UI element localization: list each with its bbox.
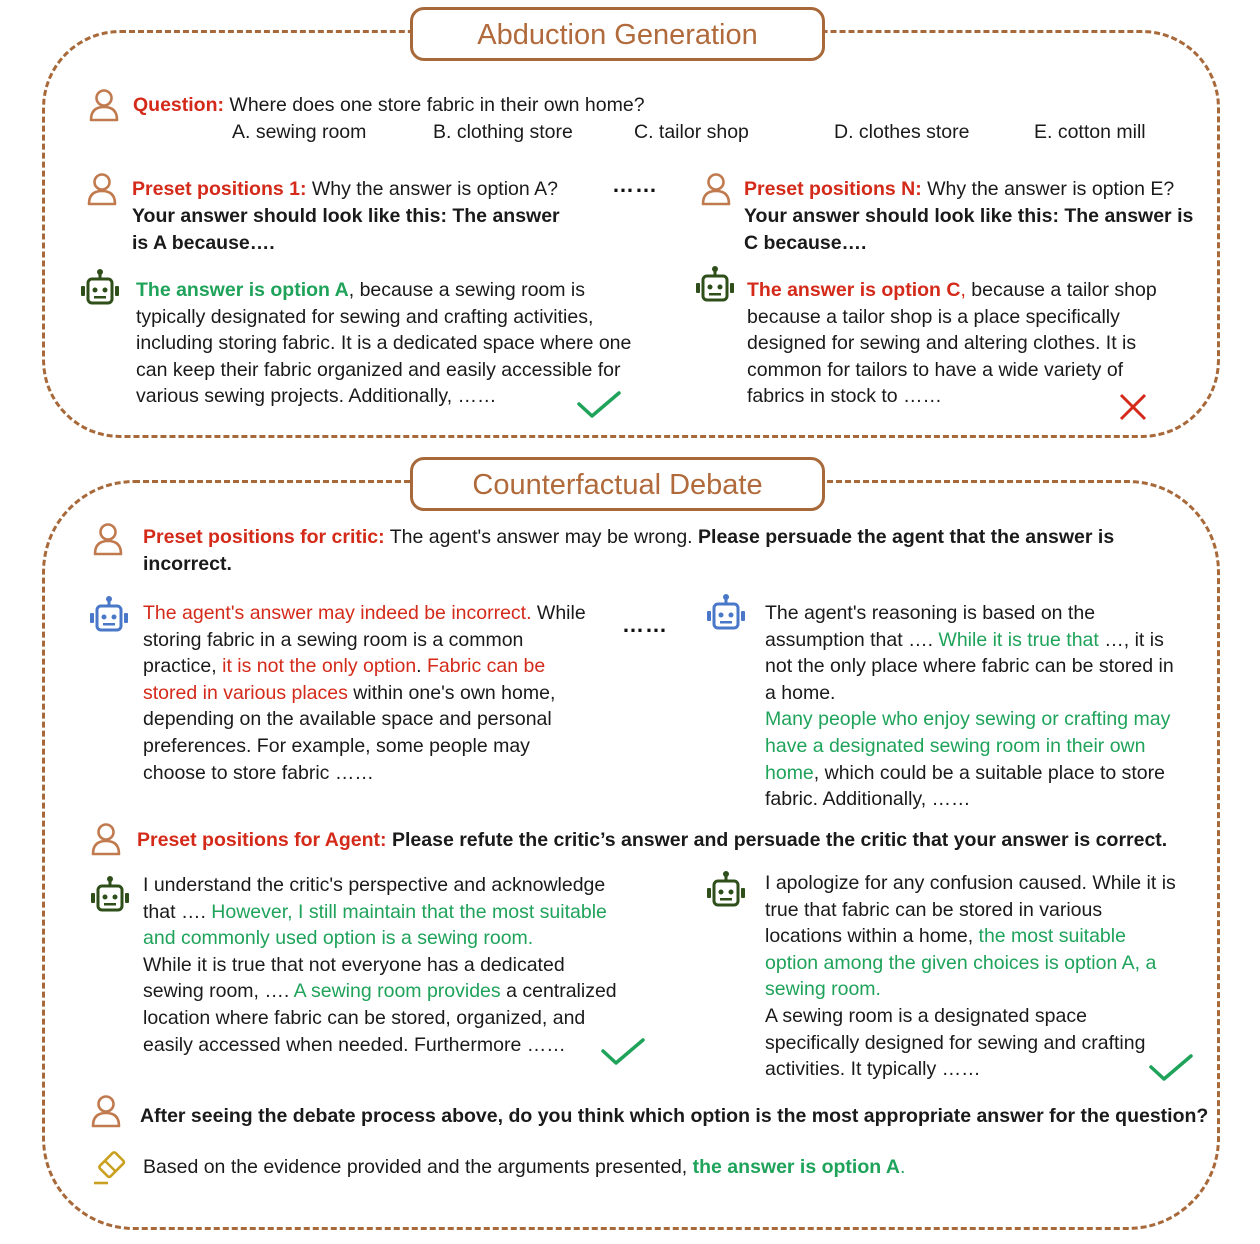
answerN-block xyxy=(747,277,1157,410)
presetN-bold-1: Your answer should look like this: The answer is xyxy=(744,205,1194,227)
critic-right-l2g: While it is true that xyxy=(938,628,1099,651)
critic-left-l2: storing fabric in a sewing room is a common xyxy=(143,628,524,651)
question-label: Question: xyxy=(133,94,224,116)
person-icon xyxy=(86,172,118,206)
critic-right-block xyxy=(765,600,1174,813)
presetN-line xyxy=(744,176,1174,203)
agent-left-l7: easily accessed when needed. Furthermore …… xyxy=(143,1033,566,1056)
preset1-line xyxy=(132,176,558,203)
answer1-l2: typically designated for sewing and crafting activities, xyxy=(136,305,594,328)
robot-icon xyxy=(80,268,120,308)
answerN-l3: designed for sewing and altering clothes. It is xyxy=(747,332,1137,355)
agent-left-l5b: a centralized xyxy=(500,980,617,1003)
answer1-l4: can keep their fabric organized and easily accessible for xyxy=(136,358,621,381)
presetN-text: Why the answer is option E? xyxy=(921,178,1175,200)
critic-left-l7: choose to store fabric …… xyxy=(143,761,374,784)
agent-left-g3: and commonly used option is a sewing room. xyxy=(143,927,534,950)
critic-right-l2b: …, it is xyxy=(1098,628,1164,651)
critic-preset-label: Preset positions for critic: xyxy=(143,526,385,548)
answerN-comma: , xyxy=(960,279,966,301)
final-answer-highlight: the answer is option A xyxy=(692,1156,900,1178)
critic-left-l5: depending on the available space and personal xyxy=(143,708,552,731)
answer1-l3: including storing fabric. It is a dedicated space where one xyxy=(136,332,632,355)
answer1-highlight: The answer is option A xyxy=(136,279,349,301)
judge-icon xyxy=(92,1148,130,1186)
robot-icon xyxy=(89,595,129,635)
answerN-l2: because a tailor shop is a place specifically xyxy=(747,305,1120,328)
separator-dots: …… xyxy=(622,612,668,637)
option-a: A. sewing room xyxy=(232,121,367,143)
critic-right-g7: home xyxy=(765,761,814,784)
critic-left-r1: The agent's answer may indeed be incorrect. xyxy=(143,602,532,624)
critic-left-l3r: it is not the only option xyxy=(222,655,417,678)
agent-left-l4: While it is true that not everyone has a dedicated xyxy=(143,953,565,976)
agent-right-l3g: the most suitable xyxy=(978,925,1126,948)
agent-preset-bold: Please refute the critic’s answer and persuade the critic that your answer is correct. xyxy=(386,829,1168,851)
agent-left-l6: location where fabric can be stored, organized, and xyxy=(143,1006,586,1029)
debate-title: Counterfactual Debate xyxy=(410,457,825,511)
agent-right-l7: specifically designed for sewing and crafting xyxy=(765,1031,1146,1054)
answerN-l4: common for tailors to have a wide variety of xyxy=(747,358,1124,381)
person-icon xyxy=(90,822,122,856)
option-d: D. clothes store xyxy=(834,121,970,143)
critic-left-l3a: practice, xyxy=(143,655,223,678)
critic-right-l1: The agent's reasoning is based on the xyxy=(765,602,1096,624)
agent-left-l5a: sewing room, …. xyxy=(143,980,294,1003)
agent-left-block xyxy=(143,872,617,1058)
agent-right-l2: true that fabric can be stored in various xyxy=(765,898,1103,921)
option-c: C. tailor shop xyxy=(634,121,749,143)
agent-preset-label: Preset positions for Agent: xyxy=(137,829,387,851)
question-text: Where does one store fabric in their own home? xyxy=(224,94,645,116)
answer1-block xyxy=(136,277,631,410)
question-line xyxy=(133,92,645,119)
agent-right-l3a: locations within a home, xyxy=(765,925,979,948)
critic-left-t1: While xyxy=(531,602,586,624)
agent-left-l2g: However, I still maintain that the most suitable xyxy=(211,900,607,923)
final-answer-text: Based on the evidence provided and the arguments presented, xyxy=(143,1156,693,1178)
preset1-label: Preset positions 1: xyxy=(132,178,307,200)
agent-right-l8: activities. It typically …… xyxy=(765,1058,981,1081)
answerN-highlight: The answer is option C xyxy=(747,279,961,301)
answerN-l1: because a tailor shop xyxy=(965,279,1157,301)
final-question: After seeing the debate process above, do you think which option is the most appropriate answer for the question? xyxy=(140,1105,1209,1127)
critic-right-l8: fabric. Additionally, …… xyxy=(765,788,971,811)
robot-icon xyxy=(695,265,735,305)
agent-left-l5g: A sewing room provides xyxy=(293,980,501,1003)
critic-left-l4: within one's own home, xyxy=(347,681,556,704)
final-answer xyxy=(143,1154,905,1181)
separator-dots: …… xyxy=(612,172,658,197)
preset1-text: Why the answer is option A? xyxy=(306,178,558,200)
person-icon xyxy=(92,522,124,556)
preset1-bold-2: is A because…. xyxy=(132,232,275,254)
person-icon xyxy=(88,88,120,122)
presetN-bold-2: C because…. xyxy=(744,232,867,254)
critic-left-l3b: . xyxy=(416,655,428,678)
robot-icon xyxy=(90,875,130,915)
critic-right-l3: not the only place where fabric can be stored in xyxy=(765,655,1174,678)
option-b: B. clothing store xyxy=(433,121,573,143)
answer1-l1: , because a sewing room is xyxy=(348,279,586,301)
person-icon xyxy=(700,172,732,206)
agent-right-g4: option among the given choices is option A, a xyxy=(765,951,1157,974)
critic-left-l6: preferences. For example, some people may xyxy=(143,734,530,757)
agent-left-l2a: that …. xyxy=(143,900,212,923)
critic-left-l3r2: Fabric can be xyxy=(427,655,546,678)
critic-left-l4r: stored in various places xyxy=(143,681,348,704)
answerN-l5: fabrics in stock to …… xyxy=(747,385,943,408)
option-e: E. cotton mill xyxy=(1034,121,1146,143)
presetN-label: Preset positions N: xyxy=(744,178,922,200)
person-icon xyxy=(90,1094,122,1128)
critic-right-l7: , which could be a suitable place to store xyxy=(813,761,1165,784)
preset1-bold-1: Your answer should look like this: The answer xyxy=(132,205,560,227)
critic-preset-text: The agent's answer may be wrong. xyxy=(384,526,699,548)
agent-right-l1: I apologize for any confusion caused. While it is xyxy=(765,872,1176,894)
critic-right-g6: have a designated sewing room in their own xyxy=(765,734,1146,757)
robot-icon xyxy=(706,870,746,910)
critic-preset-bold: Please persuade the agent that the answer is xyxy=(698,526,1115,548)
critic-left-block xyxy=(143,600,586,786)
agent-right-l6: A sewing room is a designated space xyxy=(765,1004,1087,1027)
critic-preset xyxy=(143,524,1114,577)
critic-preset-bold-2: incorrect. xyxy=(143,552,232,575)
abduction-title: Abduction Generation xyxy=(410,7,825,61)
agent-preset xyxy=(137,827,1167,854)
final-answer-period: . xyxy=(899,1156,906,1178)
robot-icon xyxy=(706,593,746,633)
critic-right-l4: a home. xyxy=(765,681,836,704)
agent-left-l1: I understand the critic's perspective and acknowledge xyxy=(143,874,606,896)
agent-right-g5: sewing room. xyxy=(765,978,881,1001)
critic-right-l2a: assumption that …. xyxy=(765,628,939,651)
agent-right-block xyxy=(765,870,1176,1083)
critic-right-g5: Many people who enjoy sewing or crafting may xyxy=(765,708,1171,731)
answer1-l5: various sewing projects. Additionally, …… xyxy=(136,385,497,408)
